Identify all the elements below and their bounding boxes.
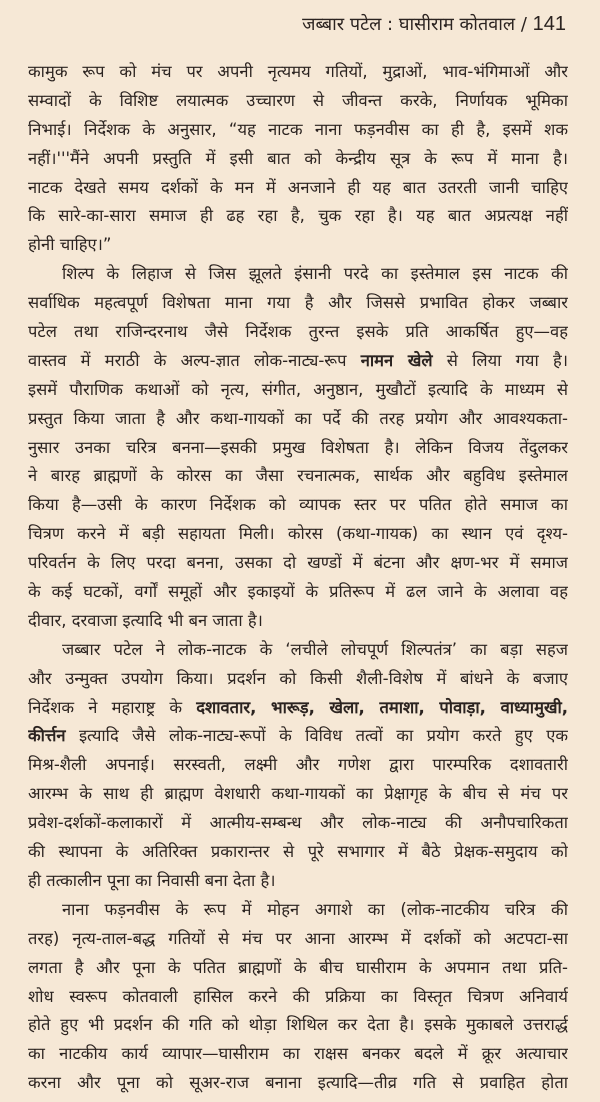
text-segment: नहीं।'''मैंने अपनी प्रस्तुति में इसी बात को केन्द्रीय सूत्र के रूप में माना है। (28, 148, 568, 168)
text-line (28, 58, 568, 87)
bold-term: दशावतार, भारूड़, खेला, तमाशा, पोवाड़ा, वाध्यामुखी, (196, 697, 568, 717)
text-segment: नाना फड़नवीस के रूप में मोहन अगाशे का (लोक-नाटकीय चरित्र की (62, 899, 568, 919)
text-segment: चित्रण करने में बड़ी सहायता मिली। कोरस (कथा-गायक) का स्थान एवं दृश्य- (28, 524, 568, 544)
text-segment: की स्थापना के अतिरिक्त प्रकारान्तर से पूरे सभागार में बैठे प्रेक्षक-समुदाय को (28, 842, 568, 862)
text-line (28, 318, 568, 347)
text-line (28, 722, 568, 751)
text-segment: कामुक रूप को मंच पर अपनी नृत्यमय गतियों, मुद्राओं, भाव-भंगिमाओं और (28, 62, 568, 81)
text-segment: आरम्भ के साथ ही ब्राह्मण वेशधारी कथा-गायकों का प्रेक्षागृह के बीच से मंच पर (28, 784, 568, 804)
text-segment: शोध स्वरूप कोतवाली हासिल करने की प्रक्रिया का विस्तृत चित्रण अनिवार्य (28, 986, 568, 1006)
text-segment: वास्तव में मराठी के अल्प-ज्ञात लोक-नाट्य-रूप (28, 350, 361, 370)
text-line (28, 202, 568, 231)
text-segment: के कई घटकों, वर्गों समूहों और इकाइयों के प्रतिरूप में ढल जाने के अलावा वह (28, 582, 568, 602)
bold-term: नामन खेले (360, 350, 433, 370)
text-segment: निभाई। निर्देशक के अनुसार, “यह नाटक नाना फड़नवीस का ही है, इसमें शक (28, 119, 568, 139)
paragraph (28, 58, 568, 260)
text-line (28, 145, 568, 174)
page-number: 141 (532, 13, 566, 35)
text-line (28, 838, 568, 867)
paragraph (28, 896, 568, 1098)
text-segment: का नाटकीय कार्य व्यापार—घासीराम का राक्षस बनकर बदले में क्रूर अत्याचार (28, 1044, 568, 1064)
text-segment: कि सारे-का-सारा समाज ही ढह रहा है, चुक रहा है। यह बात अप्रत्यक्ष नहीं (28, 206, 568, 226)
paragraph (28, 636, 568, 896)
text-line (28, 405, 568, 434)
text-line (28, 376, 568, 405)
text-line (28, 116, 568, 145)
text-segment: सम्वादों के विशिष्ट लयात्मक उच्चारण से जीवन्त करके, निर्णायक भूमिका (28, 90, 568, 110)
text-segment: से लिया गया है। (432, 350, 568, 370)
text-line (28, 983, 568, 1012)
text-segment: परिवर्तन के लिए परदा बनना, उसका दो खण्डों में बंटना और क्षण-भर में समाज (28, 553, 568, 573)
text-segment: ने बारह ब्राह्मणों के कोरस का जैसा रचनात्मक, सार्थक और बहुविध इस्तेमाल (28, 466, 568, 486)
running-header-title: जब्बार पटेल : घासीराम कोतवाल (302, 14, 516, 35)
paragraph (28, 260, 568, 636)
text-segment: किया है—उसी के कारण निर्देशक को व्यापक स्तर पर पतित होते समाज का (28, 495, 568, 515)
text-segment: इसमें पौराणिक कथाओं को नृत्य, संगीत, अनुष्ठान, मुखौटों इत्यादि के माध्यम से (28, 379, 568, 399)
running-header (302, 12, 566, 36)
text-line (28, 231, 568, 260)
text-line (28, 87, 568, 116)
text-segment: प्रस्तुत किया जाता है और कथा-गायकों का पर्दे की तरह प्रयोग और आवश्यकता- (28, 408, 568, 428)
text-segment: सर्वाधिक महत्वपूर्ण विशेषता माना गया है और जिससे प्रभावित होकर जब्बार (28, 293, 568, 313)
text-segment: होनी चाहिए।” (28, 235, 112, 255)
text-line (28, 434, 568, 463)
text-line (28, 954, 568, 983)
text-segment: मिश्र-शैली अपनाई। सरस्वती, लक्ष्मी और गणेश द्वारा पारम्परिक दशावतारी (28, 755, 568, 775)
text-line (28, 1069, 568, 1098)
text-segment: होते हुए भी प्रदर्शन की गति को थोड़ा शिथिल कर देता है। इसके मुकाबले उत्तरार्द्ध (28, 1015, 568, 1035)
page-body (28, 58, 568, 1098)
text-line (28, 347, 568, 376)
text-line (28, 174, 568, 203)
text-line (28, 867, 568, 896)
text-line (28, 694, 568, 723)
text-segment: शिल्प के लिहाज से जिस झूलते इंसानी परदे का इस्तेमाल इस नाटक की (62, 264, 568, 284)
text-line (28, 1040, 568, 1069)
text-segment: इत्यादि जैसे लोक-नाट्य-रूपों के विविध तत्वों का प्रयोग करते हुए एक (65, 726, 568, 746)
text-line (28, 751, 568, 780)
text-segment: प्रवेश-दर्शकों-कलाकारों में आत्मीय-सम्बन्ध और लोक-नाट्य की अनौपचारिकता (28, 813, 568, 833)
text-segment: निर्देशक ने महाराष्ट्र के (28, 697, 197, 717)
text-line (28, 925, 568, 954)
text-segment: ही तत्कालीन पूना का निवासी बना देता है। (28, 870, 276, 890)
text-segment: तरह) नृत्य-ताल-बद्ध गतियों से मंच पर आना आरम्भ में दर्शकों को अटपटा-सा (28, 928, 568, 948)
text-line (28, 636, 568, 665)
text-line (28, 1011, 568, 1040)
text-segment: दीवार, दरवाजा इत्यादि भी बन जाता है। (28, 610, 263, 630)
text-line (28, 578, 568, 607)
text-line (28, 520, 568, 549)
text-segment: पटेल तथा राजिन्दरनाथ जैसे निर्देशक तुरन्त इसके प्रति आकर्षित हुए—वह (28, 322, 568, 342)
text-line (28, 289, 568, 318)
text-line (28, 896, 568, 925)
text-line (28, 809, 568, 838)
text-line (28, 780, 568, 809)
text-segment: जब्बार पटेल ने लोक-नाटक के ‘लचीले लोचपूर्ण शिल्पतंत्र’ का बड़ा सहज (62, 639, 568, 659)
text-line (28, 491, 568, 520)
header-separator: / (515, 14, 533, 35)
text-line (28, 665, 568, 694)
text-line (28, 607, 568, 636)
text-segment: और उन्मुक्त उपयोग किया। प्रदर्शन को किसी शैली-विशेष में बांधने के बजाए (28, 668, 568, 688)
text-segment: करना और पूना को सूअर-राज बनाना इत्यादि—तीव्र गति से प्रवाहित होता (28, 1073, 568, 1093)
text-line (28, 260, 568, 289)
bold-term: कीर्त्तन (28, 726, 66, 746)
text-segment: लगता है और पूना के पतित ब्राह्मणों के बीच घासीराम के अपमान तथा प्रति- (28, 957, 568, 977)
text-line (28, 549, 568, 578)
text-line (28, 462, 568, 491)
text-segment: नुसार उनका चरित्र बनना—इसकी प्रमुख विशेषता है। लेकिन विजय तेंदुलकर (28, 437, 568, 457)
text-segment: नाटक देखते समय दर्शकों के मन में अनजाने ही यह बात उतरती जानी चाहिए (28, 177, 568, 197)
